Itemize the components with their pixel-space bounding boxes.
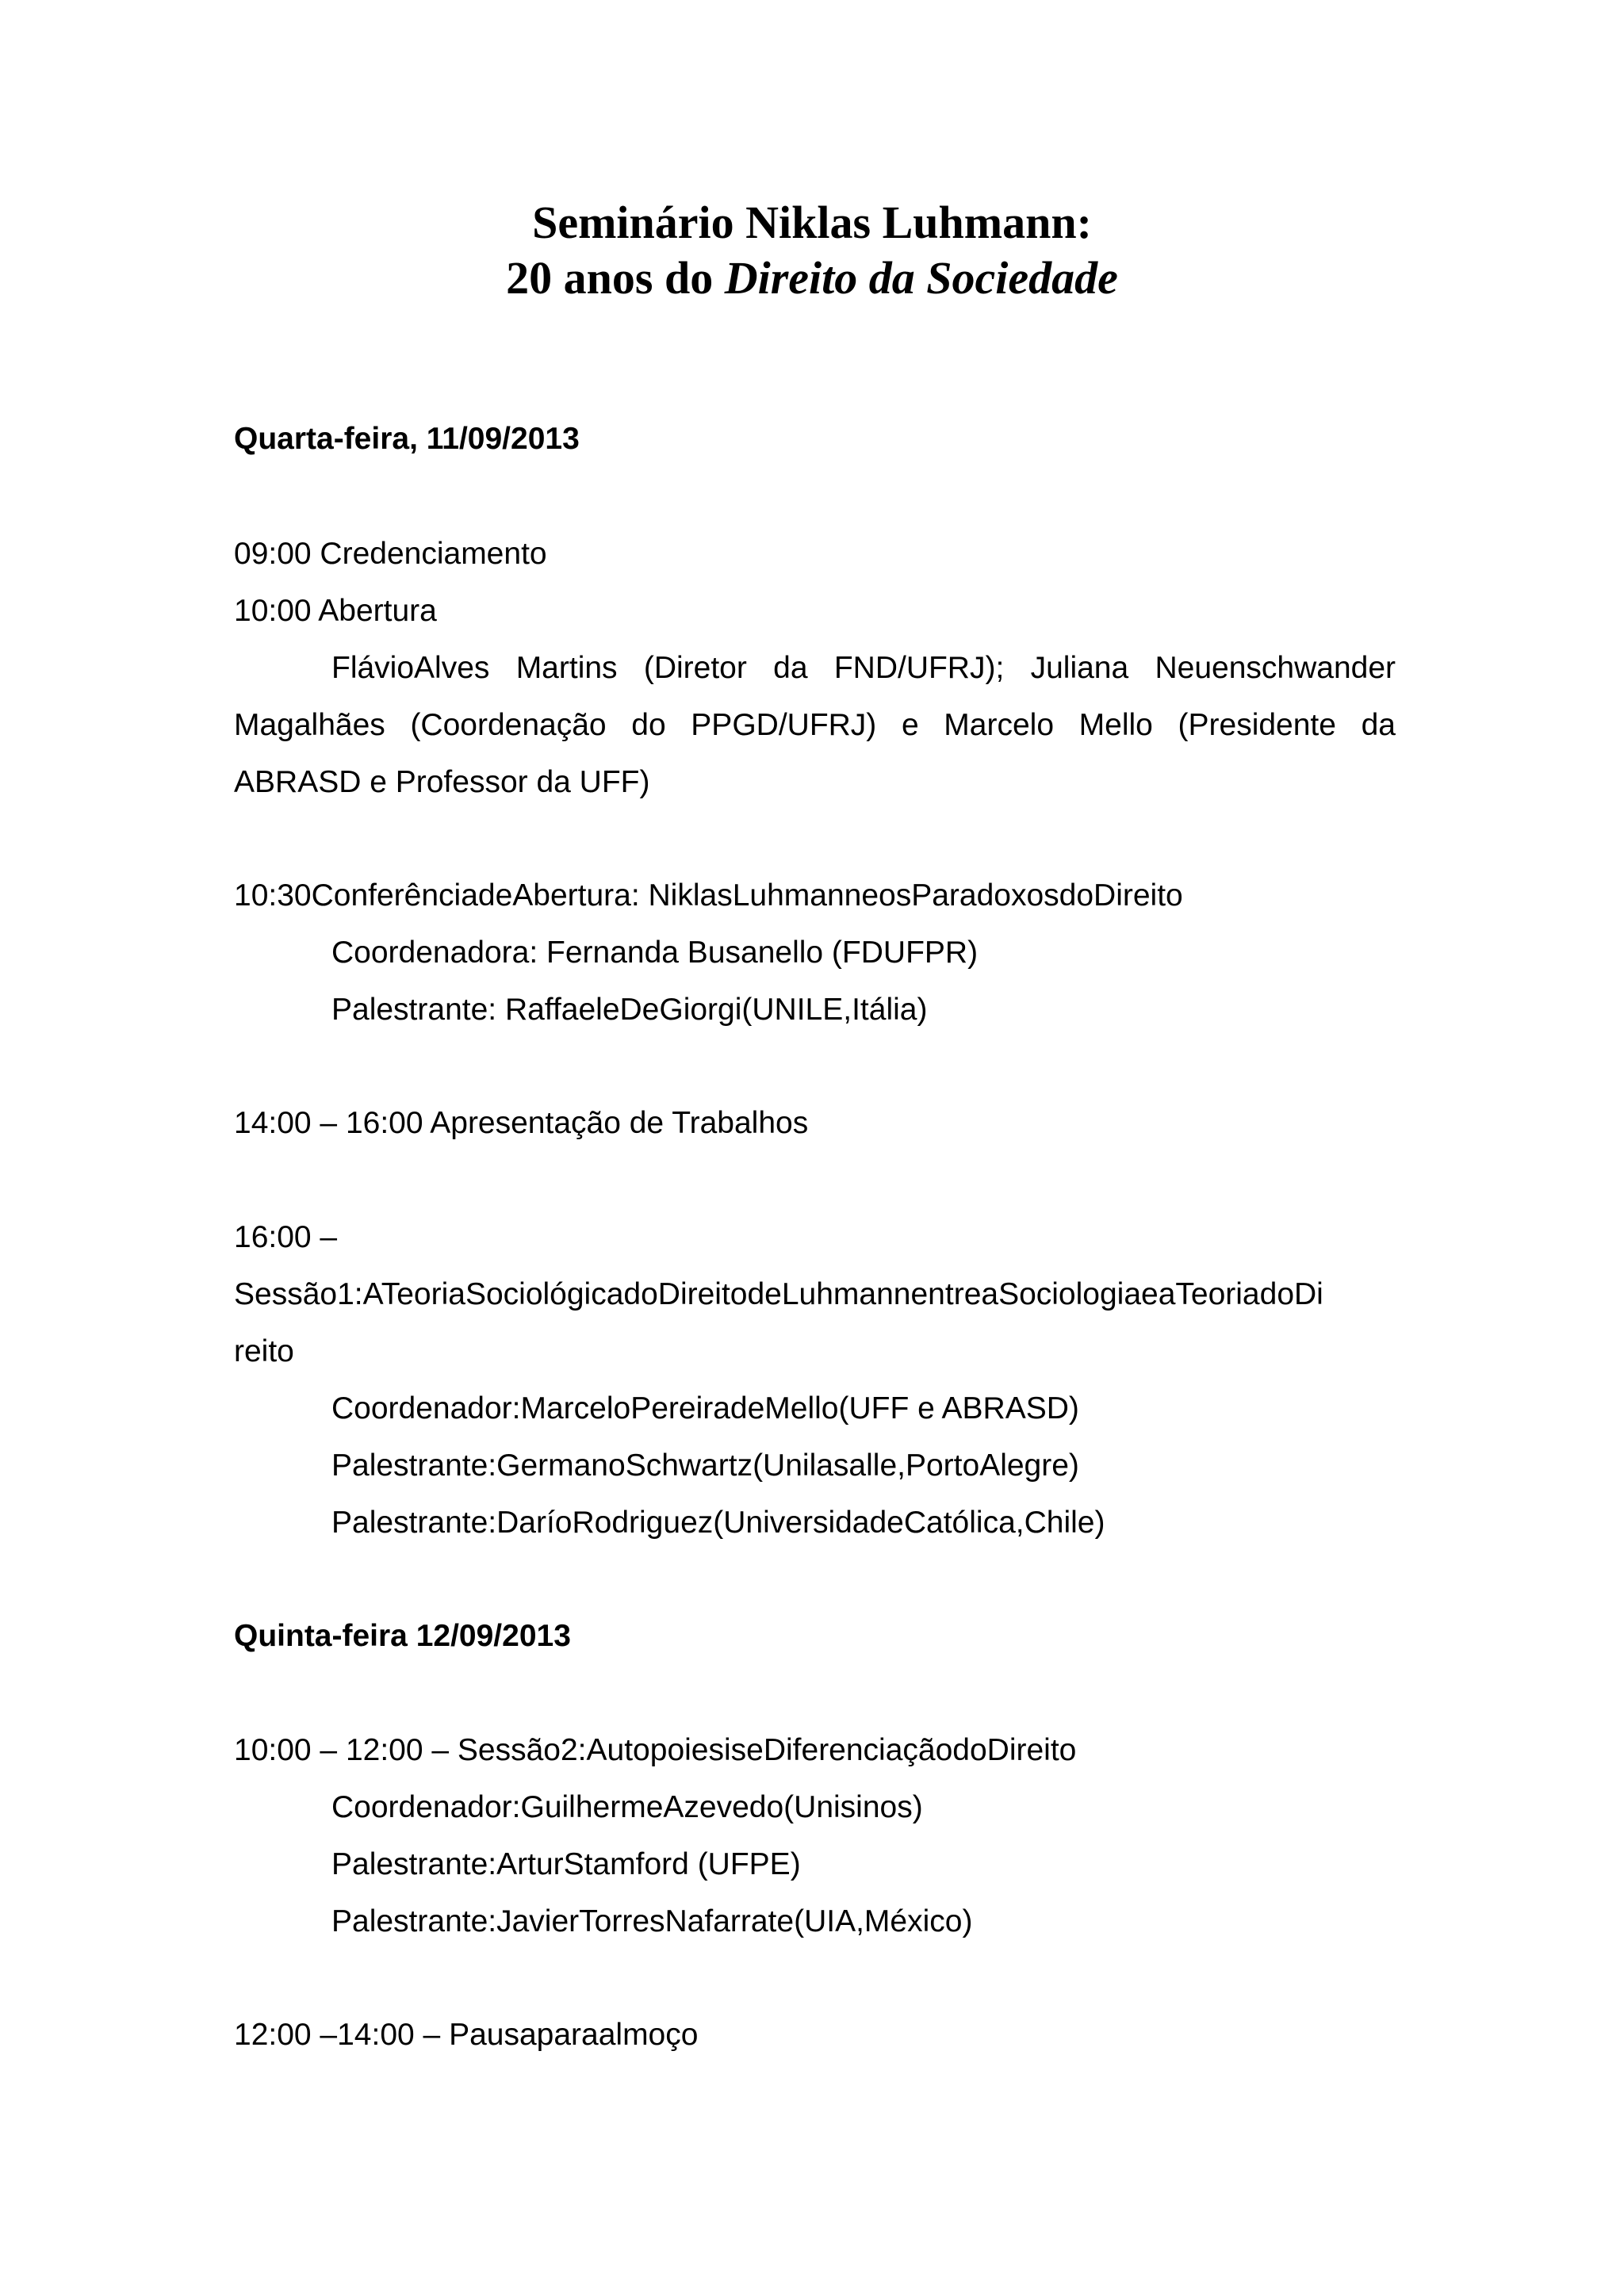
sessao1-coordenador: Coordenador:MarceloPereiradeMello(UFF e ABRASD)	[331, 1391, 1079, 1425]
sessao2-palestrante2: Palestrante:JavierTorresNafarrate(UIA,México)	[331, 1904, 973, 1938]
abertura-desc-line3: ABRASD e Professor da UFF)	[234, 765, 650, 799]
conferencia-coordenadora: Coordenadora: Fernanda Busanello (FDUFPR)	[331, 936, 979, 970]
sessao2-coordenador: Coordenador:GuilhermeAzevedo(Unisinos)	[331, 1790, 923, 1824]
sessao1-title: Sessão1:ATeoriaSociológicadoDireitodeLuhmannentreaSociologiaeaTeoriadoDi	[234, 1277, 1323, 1311]
trabalhos-item: 14:00 – 16:00 Apresentação de Trabalhos	[234, 1106, 809, 1140]
almoco-item: 12:00 –14:00 – Pausaparaalmoço	[234, 2018, 699, 2052]
sessao1-palestrante2: Palestrante:DaríoRodriguez(UniversidadeCatólica,Chile)	[331, 1506, 1105, 1540]
sessao2-palestrante1: Palestrante:ArturStamford (UFPE)	[331, 1847, 801, 1881]
conferencia-item: 10:30ConferênciadeAbertura: NiklasLuhmanneosParadoxosdoDireito	[234, 878, 1183, 913]
title-prefix: 20 anos do	[506, 252, 725, 304]
sessao1-time: 16:00 –	[234, 1220, 338, 1254]
credenciamento-item: 09:00 Credenciamento	[234, 537, 547, 571]
sessao2-item: 10:00 – 12:00 – Sessão2:AutopoiesiseDiferenciaçãodoDireito	[234, 1733, 1077, 1767]
sessao1-title-cont: reito	[234, 1334, 294, 1368]
document-title-line1: Seminário Niklas Luhmann:	[532, 197, 1092, 248]
title-book-name: Direito da Sociedade	[724, 252, 1118, 304]
day1-heading: Quarta-feira, 11/09/2013	[234, 422, 580, 456]
abertura-desc-line1: FlávioAlves Martins (Diretor da FND/UFRJ); Juliana Neuenschwander	[331, 651, 1396, 685]
abertura-desc-line2: Magalhães (Coordenação do PPGD/UFRJ) e Marcelo Mello (Presidente da	[234, 708, 1396, 742]
document-title-line2	[0, 251, 1624, 306]
day2-heading: Quinta-feira 12/09/2013	[234, 1619, 571, 1653]
abertura-item: 10:00 Abertura	[234, 594, 437, 628]
conferencia-palestrante: Palestrante: RaffaeleDeGiorgi(UNILE,Itália)	[331, 993, 928, 1027]
sessao1-palestrante1: Palestrante:GermanoSchwartz(Unilasalle,PortoAlegre)	[331, 1448, 1079, 1483]
